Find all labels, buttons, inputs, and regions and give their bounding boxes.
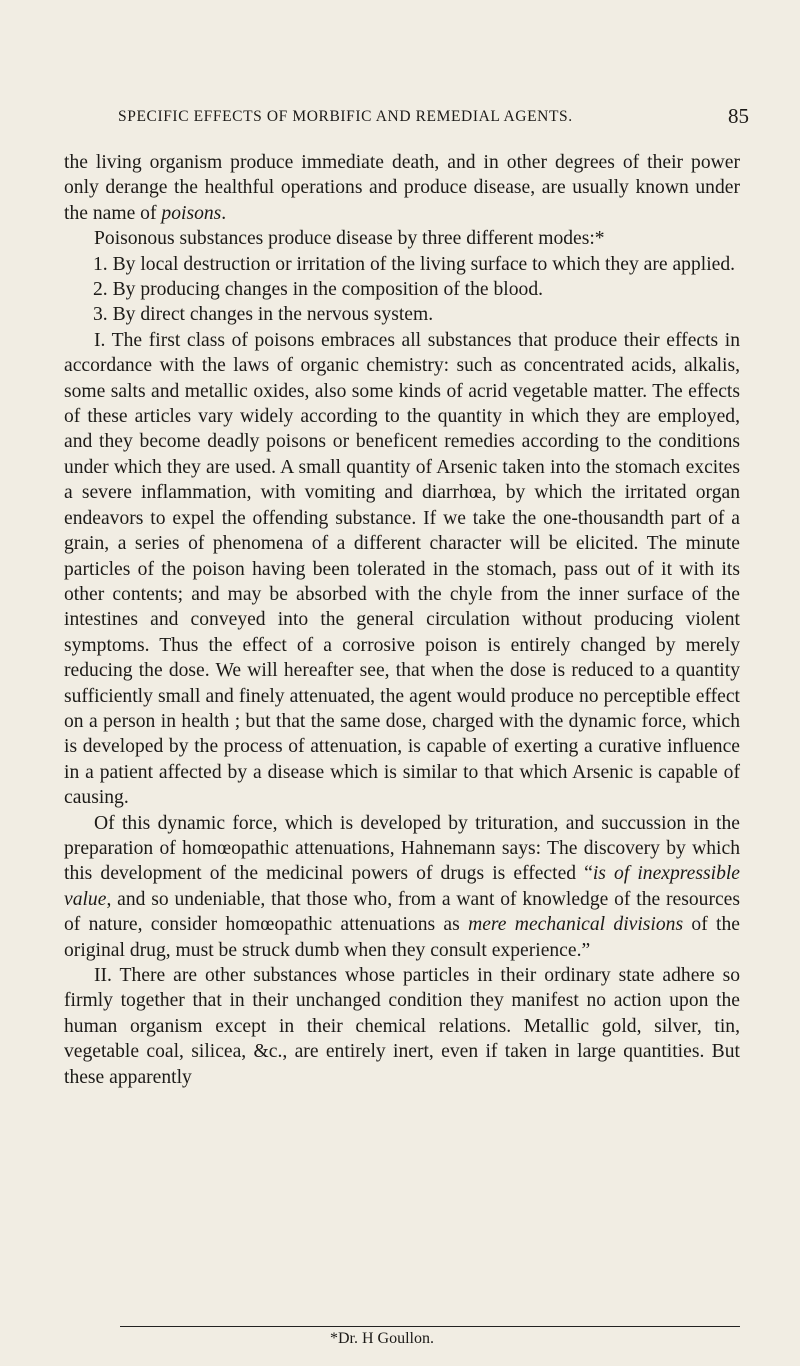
body-text [64,150,740,1090]
running-header: SPECIFIC EFFECTS OF MORBIFIC AND REMEDIAL AGENTS. [118,108,573,125]
page-number: 85 [728,104,749,128]
paragraph-second-class: II. There are other substances whose particles in their ordinary state adhere so firmly together that in their unchanged condition they manifest no action upon the human organism except in their chemical relations. Metallic gold, silver, tin, vegetable coal, silicea, &c., are entirely inert, even if taken in large quantities. But these apparently [64,965,740,1088]
paragraph-first-class: I. The first class of poisons embraces all substances that produce their effects in accordance with the laws of organic chemistry: such as concentrated acids, alkalis, some salts and metallic oxides, also some kinds of acrid vegetable matter. The effects of these articles vary widely according to the quantity in which they are employed, and they become deadly poisons or beneficent remedies according to the conditions under which they are used. A small quantity of Arsenic taken into the stomach excites a severe inflammation, with vomiting and diarrhœa, by which the irritated organ endeavors to expel the offending substance. If we take the one-thousandth part of a grain, a series of phenomena of a different character will be elicited. The minute particles of the poison having been tolerated in the stomach, pass out of it with its other contents; and may be absorbed with the chyle from the inner surface of the intestines and conveyed into the general circulation without producing violent symptoms. Thus the effect of a corrosive poison is entirely changed by merely reducing the dose. We will hereafter see, that when the dose is reduced to a quantity sufficiently small and finely attenuated, the agent would produce no perceptible effect on a person in health ; but that the same dose, charged with the dynamic force, which is developed by the process of attenuation, is capable of exerting a curative influence in a patient affected by a disease which is similar to that which Arsenic is capable of causing. [64,329,740,809]
paragraph-dynamic-force: Of this dynamic force, which is developed by trituration, and succussion in the preparation of homœopathic attenuations, Hahnemann says: The discovery by which this development of the medicinal powers of drugs is effected “is of inexpressible value, and so undeniable, that those who, from a want of knowledge of the resources of nature, consider homœopathic attenuations as mere mechanical divisions of the original drug, must be struck dumb when they consult experience.” [64,812,741,961]
footnote-divider [120,1326,740,1327]
emphasis-poisons: poisons [161,202,222,224]
footnote: *Dr. H Goullon. [330,1330,434,1347]
list-item-3: 3. By direct changes in the nervous system. [93,304,434,326]
paragraph-continuation: the living organism produce immediate death, and in other degrees of their power only derange the healthful operations and produce disease, are usually known under the name of poisons. [64,152,740,224]
paragraph-modes-intro: Poisonous substances produce disease by three different modes:* [94,228,605,250]
emphasis-inexpressible: is of inexpressible value [64,863,741,910]
list-item-2: 2. By producing changes in the composition of the blood. [93,279,544,301]
emphasis-mechanical: mere mechanical divisions [468,914,684,936]
list-item-1: 1. By local destruction or irritation of the living surface to which they are applied. [93,253,736,275]
